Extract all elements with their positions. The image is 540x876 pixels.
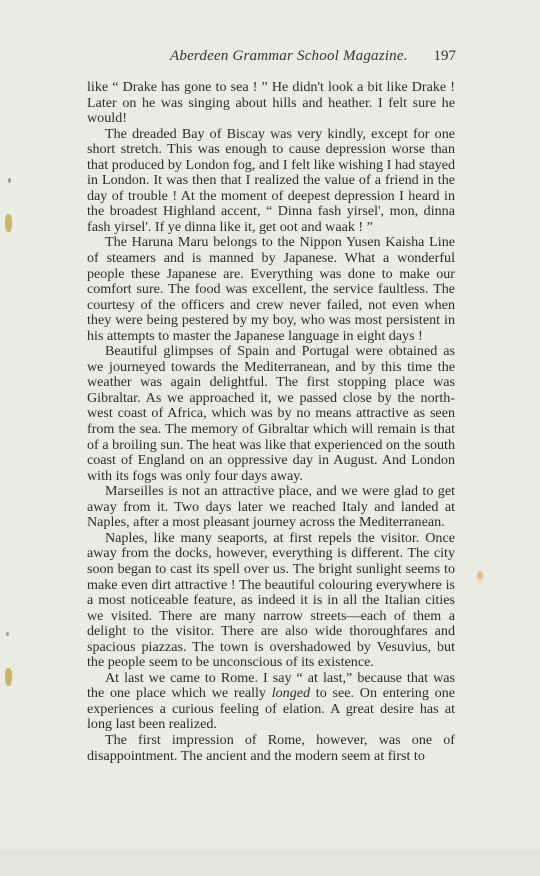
paragraph-7-end: to see. On entering one experiences a curious feeling of elation. A great desire has at long last been realized. xyxy=(87,685,455,733)
running-head xyxy=(170,48,470,68)
paragraph-6: Naples, like many seaports, at first repels the visitor. Once away from the docks, however, everything is different. The city soon began to cast its spell over us. The bright sunlight seems to make even dirt attractive ! The beautiful colouring everywhere is a most noticeable feature, as indeed it is in all the Italian cities we visited. There are many narrow streets—each of them a delight to the visitor. There are also wide thoroughfares and spacious piazzas. The town is overshadowed by Vesuvius, but the people seem to be unconscious of its existence. xyxy=(87,529,455,671)
article-body xyxy=(87,80,455,764)
paper-stain-mark xyxy=(477,571,483,580)
journal-title: Aberdeen Grammar School Magazine. xyxy=(170,48,408,64)
emphasis-longed: longed xyxy=(271,685,311,702)
paragraph-7-start: At last we came to Rome. I say “ at last,” because that was the one place which we really xyxy=(87,669,455,702)
paragraph-7 xyxy=(87,671,455,733)
binding-stain-mark xyxy=(5,668,12,686)
paragraph-1: like “ Drake has gone to sea ! ” He didn't look a bit like Drake ! Later on he was singing about hills and heather. I felt sure he would! xyxy=(87,79,455,127)
binding-hole-mark xyxy=(6,632,9,636)
binding-stain-mark xyxy=(5,214,12,232)
page-number: 197 xyxy=(433,48,456,64)
paragraph-8: The first impression of Rome, however, was one of disappointment. The ancient and the modern seem at first to xyxy=(87,731,455,764)
page-bottom-edge xyxy=(0,850,540,876)
paragraph-3: The Haruna Maru belongs to the Nippon Yusen Kaisha Line of steamers and is manned by Japanese. What a wonderful people these Japanese are. Everything was done to make our comfort sure. The food was excellent, the service faultless. The courtesy of the officers and crew never failed, not even when they were being pestered by my boy, who was most persistent in his attempts to master the Japanese language in eight days ! xyxy=(87,234,455,344)
paragraph-2: The dreaded Bay of Biscay was very kindly, except for one short stretch. This was enough to cause depression worse than that produced by London fog, and I felt like wishing I had stayed in London. It was then that I realized the value of a friend in the day of trouble ! At the moment of deepest depression I heard in the broadest Highland accent, “ Dinna fash yirsel', mon, dinna fash yirsel'. If ye dinna like it, get oot and waak ! ” xyxy=(87,125,455,235)
paragraph-4: Beautiful glimpses of Spain and Portugal were obtained as we journeyed towards the Mediterranean, and by this time the weather was again delightful. The first stopping place was Gibraltar. As we approached it, we passed close by the north-west coast of Africa, which was by no means attractive as seen from the sea. The memory of Gibraltar which will remain is that of a broiling sun. The heat was like that experienced on the south coast of England on an oppressive day in August. And London with its fogs was only four days away. xyxy=(87,343,455,484)
paragraph-5: Marseilles is not an attractive place, and we were glad to get away from it. Two days later we reached Italy and landed at Naples, after a most pleasant journey across the Mediterranean. xyxy=(87,483,455,531)
binding-hole-mark xyxy=(8,178,11,183)
